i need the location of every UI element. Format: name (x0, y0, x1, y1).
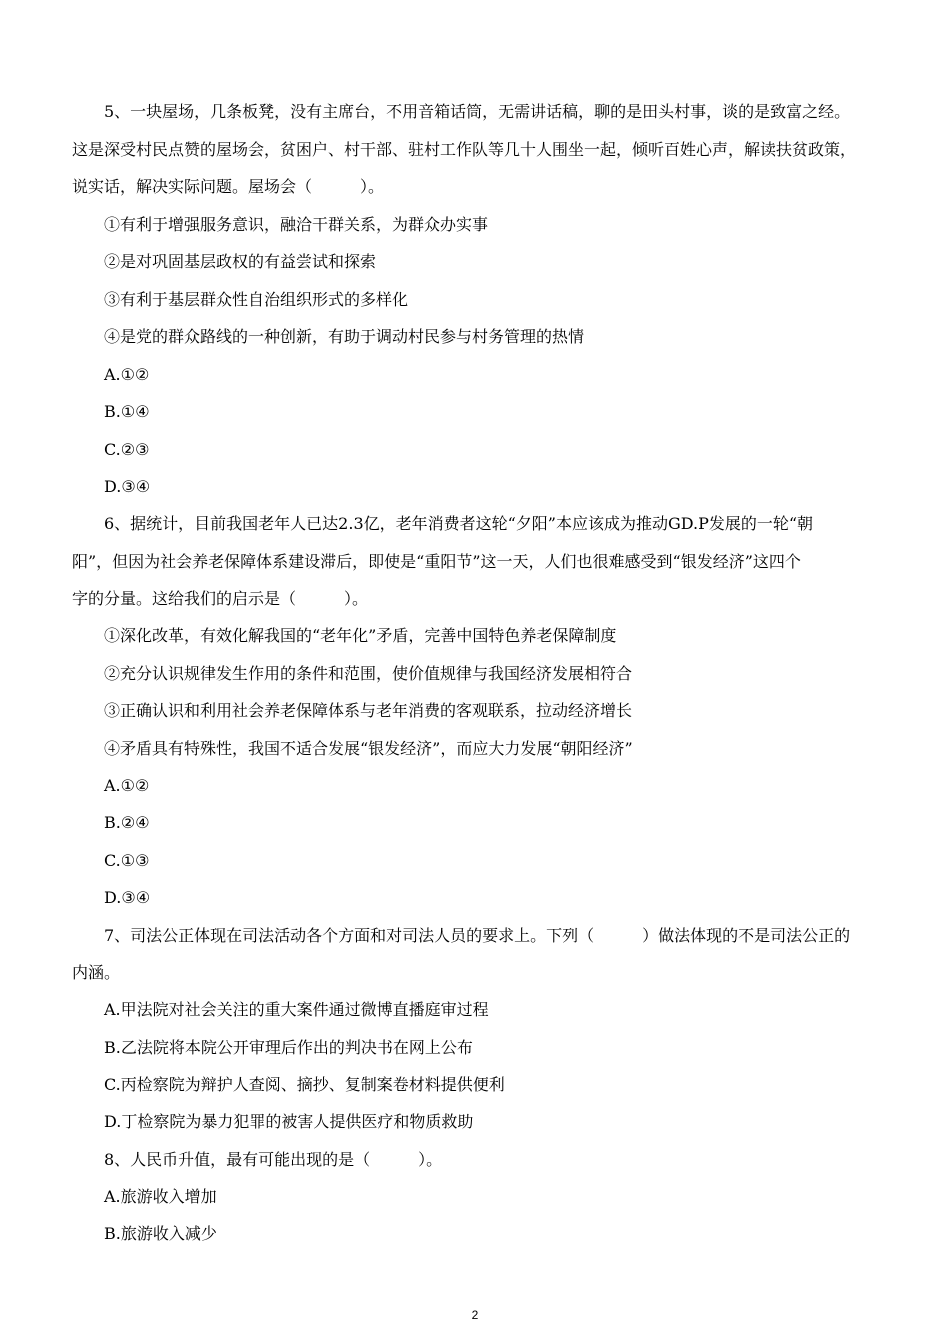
q8-stem-line-1: 8、人民币升值，最有可能出现的是（ ）。 (104, 1150, 443, 1169)
q5-stem-line-3: 说实话，解决实际问题。屋场会（ ）。 (72, 177, 385, 196)
q6-option-d: D.③④ (104, 888, 151, 907)
q5-option-c: C.②③ (104, 440, 150, 459)
q5-option-b: B.①④ (104, 402, 150, 421)
q6-statement-4: ④矛盾具有特殊性，我国不适合发展“银发经济”，而应大力发展“朝阳经济” (104, 739, 633, 758)
q5-statement-2: ②是对巩固基层政权的有益尝试和探索 (104, 252, 377, 271)
q7-option-d: D.丁检察院为暴力犯罪的被害人提供医疗和物质救助 (104, 1112, 474, 1131)
q6-stem-line-1: 6、据统计，目前我国老年人已达2.3亿，老年消费者这轮“夕阳”本应该成为推动GD.P发展的一轮“朝 (104, 514, 814, 533)
q5-statement-4: ④是党的群众路线的一种创新，有助于调动村民参与村务管理的热情 (104, 327, 585, 346)
q7-option-b: B.乙法院将本院公开审理后作出的判决书在网上公布 (104, 1038, 473, 1057)
q6-option-b: B.②④ (104, 813, 150, 832)
q6-statement-3: ③正确认识和利用社会养老保障体系与老年消费的客观联系，拉动经济增长 (104, 701, 633, 720)
q7-stem-line-1: 7、司法公正体现在司法活动各个方面和对司法人员的要求上。下列（ ）做法体现的不是司法公正的 (104, 926, 851, 945)
q6-stem-line-3: 字的分量。这给我们的启示是（ ）。 (72, 589, 369, 608)
q8-option-a: A.旅游收入增加 (104, 1187, 217, 1206)
q6-option-a: A.①② (104, 776, 150, 795)
q5-option-a: A.①② (104, 365, 150, 384)
q5-statement-3: ③有利于基层群众性自治组织形式的多样化 (104, 290, 409, 309)
q6-stem-line-2: 阳”，但因为社会养老保障体系建设滞后，即使是“重阳节”这一天，人们也很难感受到“银发经济”这四个 (72, 552, 801, 571)
q8-option-b: B.旅游收入减少 (104, 1224, 217, 1243)
q7-option-a: A.甲法院对社会关注的重大案件通过微博直播庭审过程 (104, 1000, 489, 1019)
q7-stem-line-2: 内涵。 (72, 963, 121, 982)
q5-stem-line-1: 5、一块屋场，几条板凳，没有主席台，不用音箱话筒，无需讲话稿，聊的是田头村事，谈的是致富之经。 (104, 102, 851, 121)
page-number: 2 (471, 1308, 479, 1322)
q6-statement-2: ②充分认识规律发生作用的条件和范围，使价值规律与我国经济发展相符合 (104, 664, 633, 683)
q5-stem-line-2: 这是深受村民点赞的屋场会，贫困户、村干部、驻村工作队等几十人围坐一起，倾听百姓心声，解读扶贫政策， (72, 140, 857, 159)
q6-statement-1: ①深化改革，有效化解我国的“老年化”矛盾，完善中国特色养老保障制度 (104, 626, 617, 645)
q6-option-c: C.①③ (104, 851, 150, 870)
q5-statement-1: ①有利于增强服务意识，融洽干群关系，为群众办实事 (104, 215, 489, 234)
q5-option-d: D.③④ (104, 477, 151, 496)
q7-option-c: C.丙检察院为辩护人查阅、摘抄、复制案卷材料提供便利 (104, 1075, 505, 1094)
